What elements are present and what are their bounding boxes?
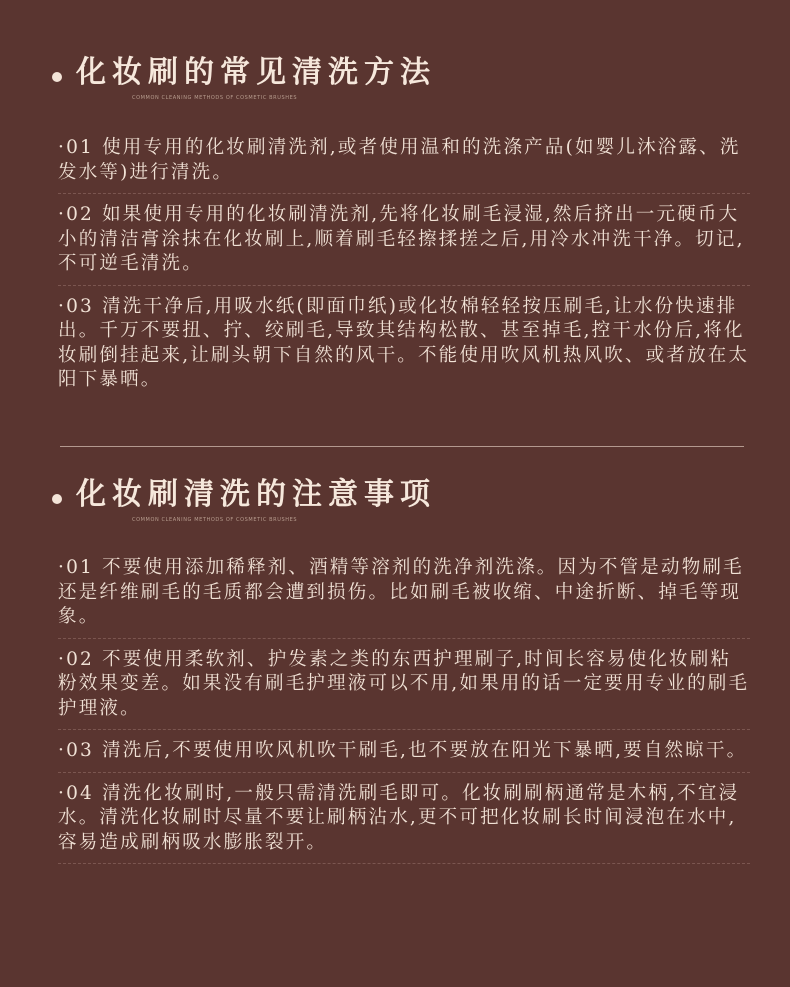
section-title-row (52, 474, 790, 523)
section-subtitle: COMMON CLEANING METHODS OF COSMETIC BRUSHES (132, 95, 298, 101)
list-item (58, 648, 750, 722)
section-precautions (0, 474, 790, 523)
list-item (58, 739, 750, 764)
item-text: ·01 不要使用添加稀释剂、酒精等溶剂的洗净剂洗涤。因为不管是动物刷毛还是纤维刷毛的毛质都会遭到损伤。比如刷毛被收缩、中途折断、掉毛等现象。 (58, 557, 744, 627)
list-item (58, 782, 750, 856)
section-title-row (52, 52, 790, 101)
list-item (58, 203, 750, 277)
section-title: 化妆刷清洗的注意事项 (76, 477, 436, 512)
section-title: 化妆刷的常见清洗方法 (76, 55, 436, 90)
list-item (58, 295, 750, 393)
dashed-divider (58, 729, 750, 730)
item-text: ·04 清洗化妆刷时,一般只需清洗刷毛即可。化妆刷刷柄通常是木柄,不宜浸水。清洗化妆刷时尽量不要让刷柄沾水,更不可把化妆刷长时间浸泡在水中,容易造成刷柄吸水膨胀裂开。 (58, 782, 740, 853)
item-text: ·02 不要使用柔软剂、护发素之类的东西护理刷子,时间长容易使化妆刷粘粉效果变差。如果没有刷毛护理液可以不用,如果用的话一定要用专业的刷毛护理液。 (58, 648, 750, 719)
item-text: ·03 清洗干净后,用吸水纸(即面巾纸)或化妆棉轻轻按压刷毛,让水份快速排出。千万不要扭、拧、绞刷毛,导致其结构松散、甚至掉毛,控干水份后,将化妆刷倒挂起来,让刷头朝下自然的风干。不能使用吹风机热风吹、或者放在太阳下暴晒。 (58, 295, 750, 390)
dashed-divider (58, 772, 750, 773)
precautions-list (58, 556, 750, 873)
item-text: ·02 如果使用专用的化妆刷清洗剂,先将化妆刷毛浸湿,然后挤出一元硬币大小的清洁膏涂抹在化妆刷上,顺着刷毛轻擦揉搓之后,用冷水冲洗干净。切记,不可逆毛清洗。 (58, 204, 745, 274)
dashed-divider (58, 285, 750, 286)
item-text: ·01 使用专用的化妆刷清洗剂,或者使用温和的洗涤产品(如婴儿沐浴露、洗发水等)进行清洗。 (58, 137, 741, 183)
bullet-dot-icon (52, 72, 62, 82)
section-subtitle: COMMON CLEANING METHODS OF COSMETIC BRUSHES (132, 517, 298, 523)
section-cleaning-methods (0, 52, 790, 101)
dashed-divider (58, 638, 750, 639)
dashed-divider (58, 863, 750, 864)
dashed-divider (58, 193, 750, 194)
cleaning-methods-list (58, 136, 750, 393)
bullet-dot-icon (52, 494, 62, 504)
list-item (58, 556, 750, 630)
list-item (58, 136, 750, 185)
section-separator (60, 446, 744, 447)
item-text: ·03 清洗后,不要使用吹风机吹干刷毛,也不要放在阳光下暴晒,要自然晾干。 (58, 740, 748, 761)
